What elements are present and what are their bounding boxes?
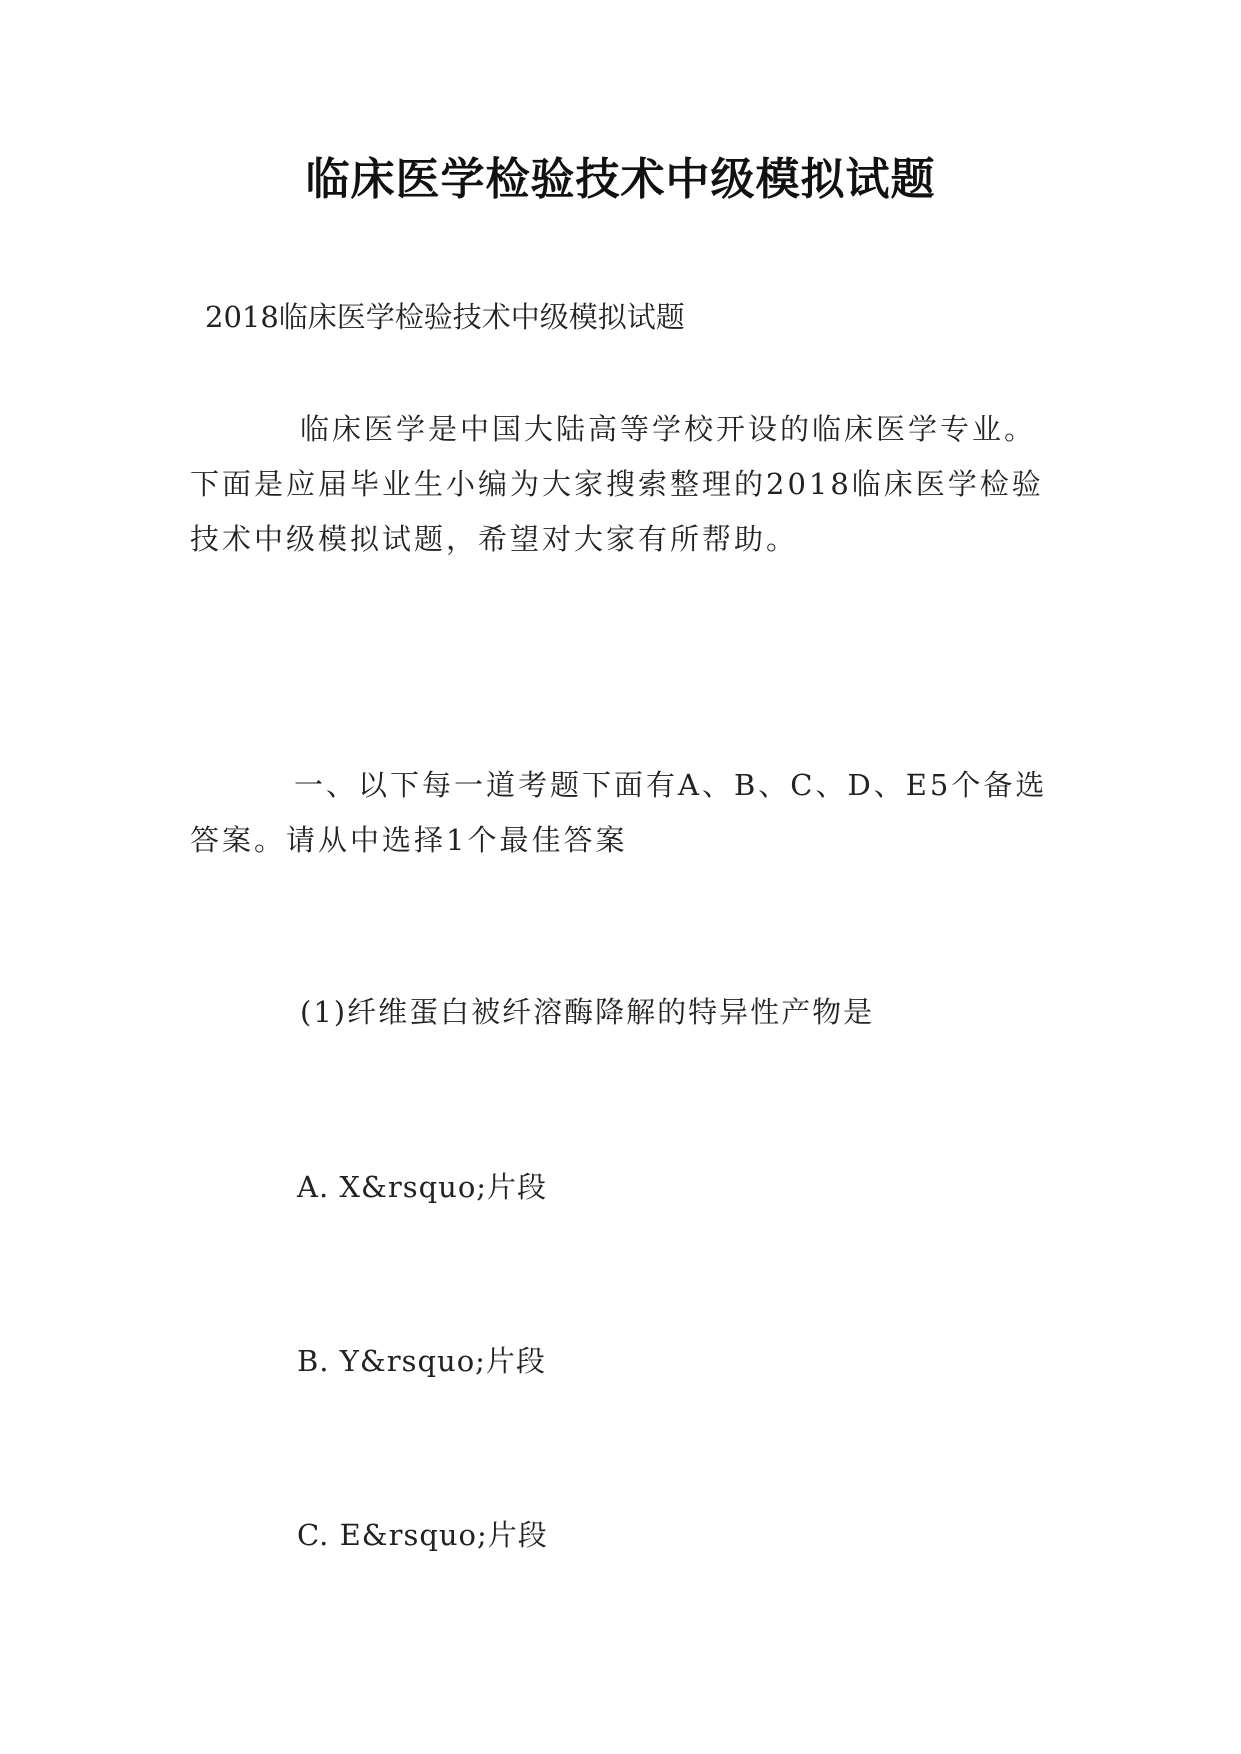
option-c: C. E&rsquo;片段 — [297, 1518, 548, 1552]
option-a: A. X&rsquo;片段 — [297, 1170, 548, 1204]
option-b: B. Y&rsquo;片段 — [297, 1344, 546, 1378]
document-title: 临床医学检验技术中级模拟试题 — [305, 154, 936, 205]
intro-paragraph: 临床医学是中国大陆高等学校开设的临床医学专业。下面是应届毕业生小编为大家搜索整理的2018临床医学检验技术中级模拟试题，希望对大家有所帮助。 — [190, 412, 1044, 556]
question-text: (1)纤维蛋白被纤溶酶降解的特异性产物是 — [300, 995, 875, 1029]
document-subtitle: 2018临床医学检验技术中级模拟试题 — [205, 300, 685, 334]
section-heading: 一、以下每一道考题下面有A、B、C、D、E5个备选答案。请从中选择1个最佳答案 — [190, 768, 1048, 857]
